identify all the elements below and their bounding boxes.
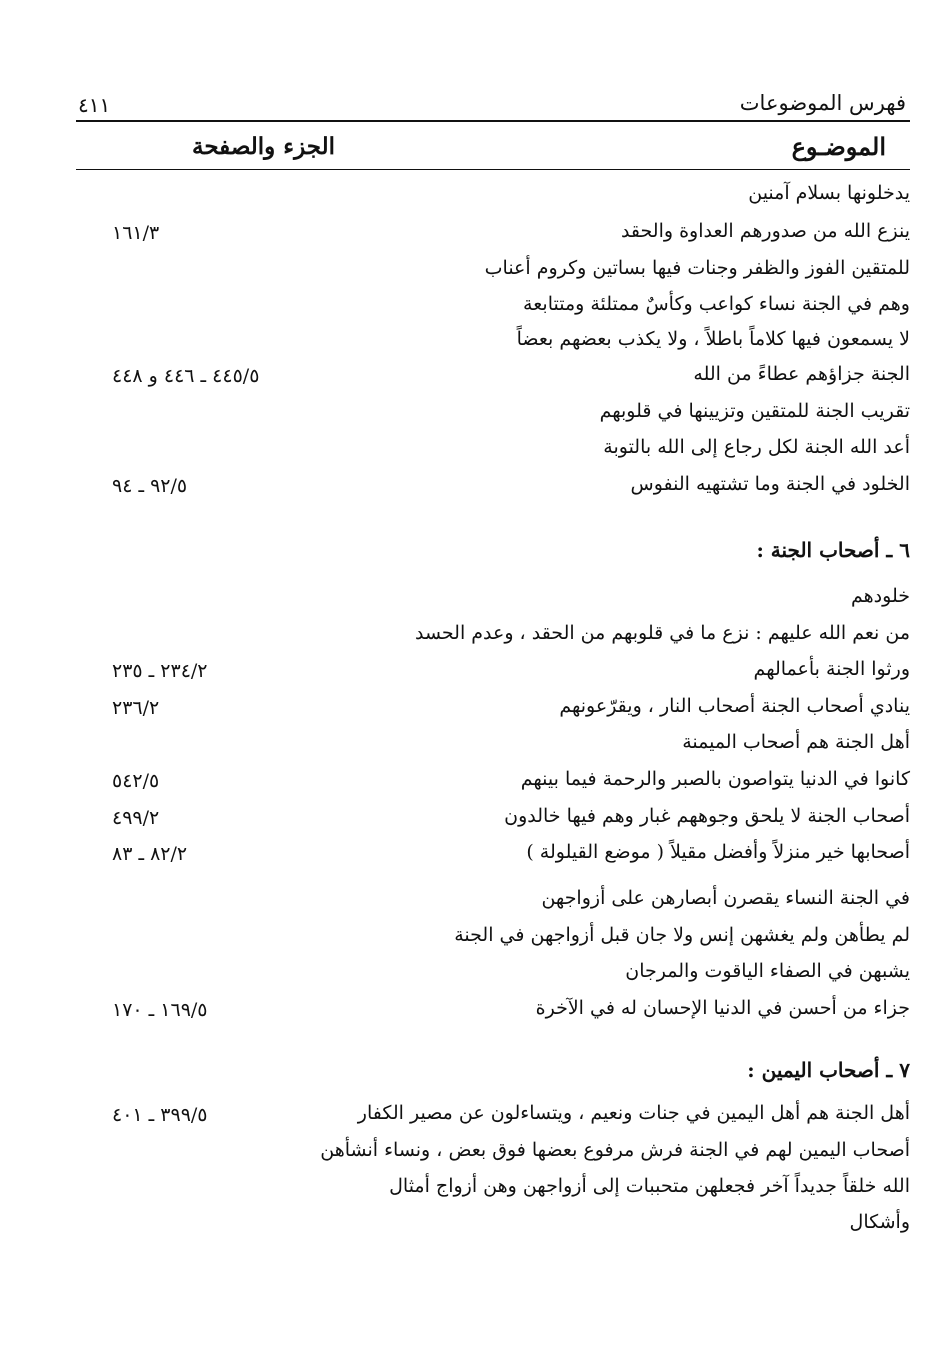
page-number: ٤١١: [78, 93, 111, 117]
section-heading-6: ٦ ـ أصحاب الجنة :: [756, 538, 910, 562]
list-item: [60, 768, 910, 800]
list-item: [60, 220, 910, 252]
entry-ref: ٤٩٩/٢: [112, 807, 160, 829]
entry-ref: ٢٣٤/٢ ـ ٢٣٥: [112, 660, 208, 682]
entry-text: لم يطأهن ولم يغشهن إنس ولا جان قبل أزواجهن في الجنة: [454, 924, 910, 946]
list-item: [60, 622, 910, 654]
entry-text: أصحاب الجنة لا يلحق وجوههم غبار وهم فيها خالدون: [504, 805, 910, 827]
entry-text: تقريب الجنة للمتقين وتزيينها في قلوبهم: [599, 400, 910, 422]
entry-ref: ٥٤٢/٥: [112, 770, 160, 792]
entry-text: ورثوا الجنة بأعمالهم: [753, 658, 910, 680]
entry-text: ينزع الله من صدورهم العداوة والحقد: [620, 220, 910, 242]
entry-text: الله خلقاً جديداً آخر فجعلهن متحببات إلى أزواجهن وهن أزواج أمثال: [389, 1175, 910, 1197]
list-item: [60, 1175, 910, 1207]
list-item: [60, 1211, 910, 1243]
list-item: [60, 257, 910, 289]
list-item: [60, 436, 910, 468]
list-item: [60, 805, 910, 837]
entry-text: يدخلونها بسلام آمنين: [748, 182, 910, 204]
entry-text: وأشكال: [849, 1211, 910, 1233]
entry-ref: ٤٤٥/٥ ـ ٤٤٦ و ٤٤٨: [112, 365, 260, 387]
section-heading-7: ٧ ـ أصحاب اليمين :: [747, 1058, 910, 1082]
column-header-rule: [76, 169, 910, 170]
entry-ref: ٨٢/٢ ـ ٨٣: [112, 843, 188, 865]
column-header-topic: الموضـوع: [791, 132, 886, 161]
entry-text: أعد الله الجنة لكل رجاع إلى الله بالتوبة: [603, 436, 910, 458]
entry-ref: ١٦١/٣: [112, 222, 160, 244]
list-item: [60, 400, 910, 432]
list-item: [60, 924, 910, 956]
entry-text: في الجنة النساء يقصرن أبصارهن على أزواجهن: [541, 887, 910, 909]
list-item: [60, 1139, 910, 1171]
entry-text: للمتقين الفوز والظفر وجنات فيها بساتين وكروم أعناب: [484, 257, 910, 279]
entry-text: يشبهن في الصفاء الياقوت والمرجان: [625, 960, 910, 982]
list-item: [60, 695, 910, 727]
entry-ref: ١٦٩/٥ ـ ١٧٠: [112, 999, 208, 1021]
list-item: [60, 328, 910, 360]
entry-text: خلودهم: [851, 585, 910, 607]
list-item: [60, 997, 910, 1029]
entry-text: أهل الجنة هم أهل اليمين في جنات ونعيم ، ويتساءلون عن مصير الكفار: [357, 1102, 910, 1124]
list-item: [60, 585, 910, 617]
column-header-reference: الجزء والصفحة: [192, 133, 336, 160]
running-title: فهرس الموضوعات: [739, 91, 906, 115]
entry-text: وهم في الجنة نساء كواعب وكأسٌ ممتلئة ومتتابعة: [523, 293, 910, 315]
list-item: [60, 841, 910, 873]
entry-ref: ٩٢/٥ ـ ٩٤: [112, 475, 188, 497]
list-item: [60, 887, 910, 919]
entry-text: أصحاب اليمين لهم في الجنة فرش مرفوع بعضها فوق بعض ، ونساء أنشأهن: [320, 1139, 910, 1161]
list-item: [60, 658, 910, 690]
entry-ref: ٣٩٩/٥ ـ ٤٠١: [112, 1104, 208, 1126]
list-item: [60, 473, 910, 505]
list-item: [60, 363, 910, 395]
list-item: [60, 293, 910, 325]
header-rule: [76, 120, 910, 122]
entry-text: أهل الجنة هم أصحاب الميمنة: [682, 731, 910, 753]
entry-text: الخلود في الجنة وما تشتهيه النفوس: [630, 473, 910, 495]
entry-text: لا يسمعون فيها كلاماً باطلاً ، ولا يكذب بعضهم بعضاً: [516, 328, 910, 350]
entry-text: جزاء من أحسن في الدنيا الإحسان له في الآخرة: [535, 997, 910, 1019]
entry-text: من نعم الله عليهم : نزع ما في قلوبهم من الحقد ، وعدم الحسد: [414, 622, 910, 644]
list-item: [60, 182, 910, 214]
list-item: [60, 731, 910, 763]
entry-text: الجنة جزاؤهم عطاءً من الله: [693, 363, 910, 385]
list-item: [60, 960, 910, 992]
entry-text: أصحابها خير منزلاً وأفضل مقيلاً ( موضع القيلولة ): [526, 841, 910, 863]
entry-text: كانوا في الدنيا يتواصون بالصبر والرحمة فيما بينهم: [520, 768, 910, 790]
entry-text: ينادي أصحاب الجنة أصحاب النار ، ويقرّعونهم: [559, 695, 910, 717]
entry-ref: ٢٣٦/٢: [112, 697, 160, 719]
list-item: [60, 1102, 910, 1134]
